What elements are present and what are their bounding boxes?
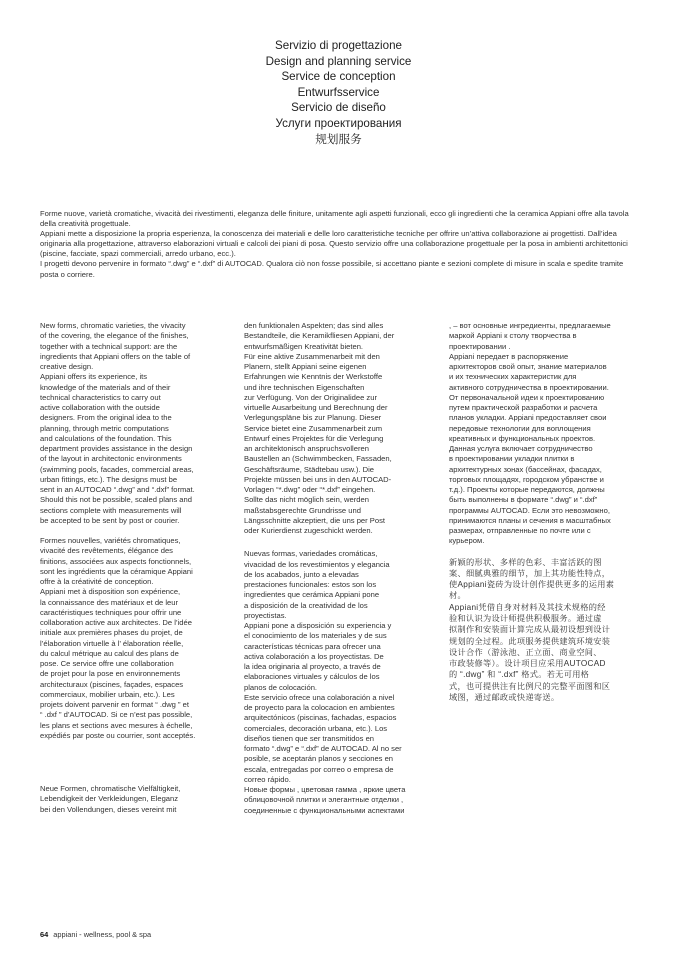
paragraph-chinese: 新颖的形状、多样的色彩、丰富活跃的图 案、细腻典雅的细节，加上其功能性特点， 使Appiani瓷砖为设计创作提供更多的运用素 材。 Appiani凭借自身对材料及其技术规格的经 验和认识为设计师提供积极服务。通过虚 拟制作和安装面计算完成从最初设想到设计 规划的全过程。此项服务提供建筑环境安装 设计合作（游泳池、正立面、商业空间、 市政装修等）。设计项目应采用AUTOCAD 的 “.dwg” 和 “.dxf” 格式。若无可用格 式，也可提供注有比例尺的完整平面图和区 域图，通过邮政或快递寄送。 — [449, 557, 615, 703]
title-russian: Услуги проектирования — [275, 116, 402, 130]
footer-catalog-title: appiani - wellness, pool & spa — [53, 930, 152, 939]
page-number: 64 — [40, 930, 49, 939]
title-spanish: Servicio de diseño — [291, 101, 386, 115]
paragraph-french: Formes nouvelles, variétés chromatiques, vivacité des revêtements, élégance des finitions, associées aux aspects fonctionnels, sont les ingrédients que la céramique Appiani offre à la créativité de conception. Appiani met à disposition son expérience, la connaissance des matériaux et de leur caractéristiques techniques pour offrir une collaboration active aux architectes. De l’idée initiale aux premières phases du projet, de l’élaboration virtuelle à l’ élaboration réelle, du calcul métrique au calcul des plans de pose. Ce service offre une collaboration de projet pour la pose en environnements architecturaux (piscines, façades, espaces commerciaux, mobilier urbain, etc.). Les projets doivent parvenir en format “ .dwg ” et “ .dxf ” d’AUTOCAD. Si ce n’est pas possible, les plans et sections avec mesures à échelle, expédiés par poste ou courrier, sont acceptés. — [40, 536, 196, 740]
title-french: Service de conception — [281, 70, 396, 84]
paragraph-english: New forms, chromatic varieties, the vivacity of the covering, the elegance of the finishes, together with a technical support: are the ingredients that Appiani offers on the table of creative design. Appiani offers its experience, its knowledge of the materials and of their technical characteristics to carry out active collaboration with the outside designers. From the original idea to the planning, through metric computations and calculations of the foundation. This department provides assistance in the design of the layout in architectonic environments (swimming pools, facades, commercial areas, urban fittings, etc.). The designs must be sent in an AUTOCAD “.dwg” and “.dxf” format. Should this not be possible, scaled plans and sections complete with measurements will be accepted to be sent by post or courier. — [40, 321, 195, 525]
text-column-right — [449, 321, 641, 703]
paragraph-russian-continued: , – вот основные ингредиенты, предлагаемые маркой Appiani к столу творчества в проектировании . Appiani передает в распоряжение архитекторов свой опыт, знание материалов и их технических характеристик для активного сотрудничества в проектировании. От первоначальной идеи к проектированию путем практической разработки и расчета планов укладки. Appiani предоставляет свои передовые технологии для воплощения креативных и функциональных проектов. Данная услуга включает сотрудничество в проектировании укладки плитки в архитектурных зонах (бассейнах, фасадах, торговых площадях, городском убранстве и т.д.). Проекты которые передаются, должны быть выполнены в формате “.dwg” и “.dxf” программы AUTOCAD. Если это невозможно, принимаются планы и сечения в масштабных размерах, отправленные по почте или с курьером. — [449, 321, 611, 546]
text-column-middle — [244, 321, 436, 816]
paragraph-german-start: Neue Formen, chromatische Vielfältigkeit, Lebendigkeit der Verkleidungen, Eleganz bei den Vollendungen, dieses vereint mit — [40, 784, 181, 814]
service-titles — [0, 38, 677, 147]
intro-paragraph-italian — [40, 209, 640, 280]
intro-text: Forme nuove, varietà cromatiche, vivacità dei rivestimenti, eleganza delle finiture, unitamente agli aspetti funzionali, ecco gli ingredienti che la ceramica Appiani offre alla tavola della creatività progettuale. Appiani mette a disposizione la propria esperienza, la conoscenza dei materiali e delle loro caratteristiche tecniche per offrire un’attiva collaborazione ai progettisti. Dall’idea originaria alla progettazione, attraverso elaborazioni virtuali e calcoli dei piani di posa. Questo servizio offre una collaborazione progettuale per la posa in ambienti architettonici (piscine, facciate, spazi commerciali, arredo urbano, ecc.). I progetti devono pervenire in formato “.dwg” e “.dxf” di AUTOCAD. Qualora ciò non fosse possibile, si accettano piante e sezioni complete di misure in scala e spedite tramite posta o corriere. — [40, 209, 629, 279]
paragraph-german-continued: den funktionalen Aspekten; das sind alles Bestandteile, die Keramikfliesen Appiani, der entwurfsmäßigen Kreativität bieten. Für eine aktive Zusammenarbeit mit den Planern, stellt Appiani seine eigenen Erfahrungen wie Kenntnis der Werkstoffe und ihre technischen Eigenschaften zur Verfügung. Von der Originalidee zur virtuelle Ausarbeitung und Berechnung der Verlegungspläne bis zur Planung. Dieser Service bietet eine Zusammenarbeit zum Entwurf eines Projektes für die Verlegung an architektonisch anspruchsvolleren Baustellen an (Schwimmbecken, Fassaden, Geschäftsräume, Städtebau usw.). Die Projekte müssen bei uns in den AUTOCAD- Vorlagen “*.dwg” oder “*.dxf” eingehen. Sollte das nicht möglich sein, werden maßstabsgerechte Grundrisse und Längsschnitte akzeptiert, die uns per Post oder Kurierdienst zugeschickt werden. — [244, 321, 395, 535]
paragraph-spanish: Nuevas formas, variedades cromáticas, vivacidad de los revestimientos y elegancia de los acabados, junto a elevadas prestaciones funcionales: estos son los ingredientes que cerámica Appiani pone a disposición de la creatividad de los proyectistas. Appiani pone a disposición su experiencia y el conocimiento de los materiales y de sus características técnicas para ofrecer una activa colaboración a los proyectistas. De la idea originaria al proyecto, a través de elaboraciones virtuales y cálculos de los planos de colocación. Este servicio ofrece una colaboración a nivel de proyecto para la colocacion en ambientes arquitectónicos (piscinas, fachadas, espacios comerciales, decoración urbana, etc.). Los diseños tienen que ser transmitidos en formato “.dwg” e “.dxf” de AUTOCAD. Al no ser posible, se aceptarán planos y secciones en escala, entregadas por correo o empresa de correo rápido. — [244, 549, 402, 784]
text-column-left — [40, 321, 235, 815]
title-chinese: 规划服务 — [315, 132, 362, 146]
page-footer — [40, 930, 151, 940]
title-italian: Servizio di progettazione — [275, 39, 402, 52]
paragraph-russian-start: Новые формы , цветовая гамма , яркие цвета облицовочной плитки и элегантные отделки , соединенные с функциональными аспектами — [244, 785, 406, 815]
title-english: Design and planning service — [265, 54, 412, 68]
title-german: Entwurfsservice — [297, 85, 380, 99]
